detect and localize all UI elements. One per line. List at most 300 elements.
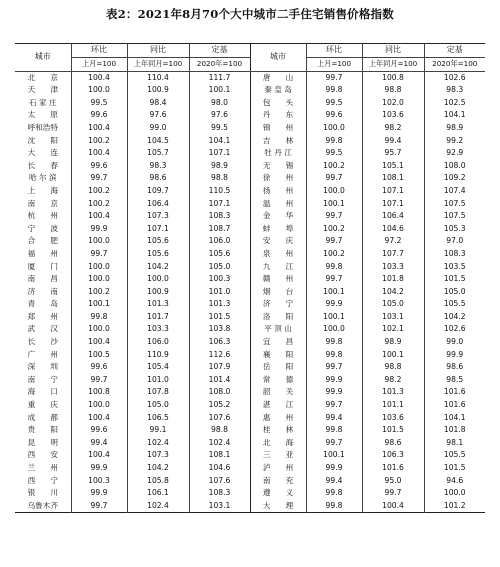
right-city-name: 温 州 bbox=[250, 198, 306, 211]
right-city-name: 蚌 埠 bbox=[250, 223, 306, 236]
left-city-name: 银 川 bbox=[27, 488, 58, 498]
right-city-name: 洛 阳 bbox=[250, 311, 306, 324]
left-city-name: 呼和浩特 bbox=[27, 122, 58, 132]
right-city-name: 北 海 bbox=[250, 437, 306, 450]
left-mom-value: 99.9 bbox=[71, 462, 127, 475]
yoy-header-left: 同比 bbox=[127, 44, 189, 58]
right-yoy-value: 98.2 bbox=[362, 374, 424, 387]
left-fixed-value: 100.1 bbox=[189, 84, 250, 97]
left-fixed-value: 107.1 bbox=[189, 147, 250, 160]
right-fixed-value: 105.5 bbox=[424, 298, 485, 311]
right-mom-value: 99.5 bbox=[306, 147, 362, 160]
table-title: 表2：2021年8月70个大中城市二手住宅销售价格指数 bbox=[106, 7, 394, 21]
right-city-name: 锦 州 bbox=[250, 122, 306, 135]
right-city-name: 岳 阳 bbox=[250, 361, 306, 374]
right-mom-value: 99.7 bbox=[306, 273, 362, 286]
left-yoy-value: 99.1 bbox=[127, 424, 189, 437]
left-yoy-value: 98.6 bbox=[127, 172, 189, 185]
right-city-name: 九 江 bbox=[250, 261, 306, 274]
right-city-name: 秦 皇 岛 bbox=[250, 84, 306, 97]
left-yoy-value: 104.5 bbox=[127, 135, 189, 148]
right-fixed-value: 99.0 bbox=[424, 336, 485, 349]
right-yoy-value: 107.1 bbox=[362, 185, 424, 198]
left-fixed-value: 110.5 bbox=[189, 185, 250, 198]
right-fixed-value: 102.6 bbox=[424, 71, 485, 84]
right-city-name: 桂 林 bbox=[250, 424, 306, 437]
right-yoy-value: 107.7 bbox=[362, 248, 424, 261]
table-row bbox=[15, 210, 485, 223]
mom-header-right: 环比 bbox=[306, 44, 362, 58]
right-fixed-value: 98.6 bbox=[424, 361, 485, 374]
left-yoy-value: 100.9 bbox=[127, 84, 189, 97]
right-city-name: 金 华 bbox=[250, 210, 306, 223]
left-mom-value: 99.7 bbox=[71, 374, 127, 387]
left-mom-value: 100.3 bbox=[71, 475, 127, 488]
left-yoy-value: 107.3 bbox=[127, 210, 189, 223]
right-fixed-value: 98.3 bbox=[424, 84, 485, 97]
right-city-name: 襄 阳 bbox=[250, 349, 306, 362]
right-fixed-value: 104.2 bbox=[424, 311, 485, 324]
left-mom-value: 100.2 bbox=[71, 185, 127, 198]
left-fixed-value: 98.0 bbox=[189, 97, 250, 110]
right-yoy-value: 97.2 bbox=[362, 235, 424, 248]
right-fixed-value: 103.5 bbox=[424, 261, 485, 274]
right-mom-value: 100.1 bbox=[306, 286, 362, 299]
right-mom-value: 100.0 bbox=[306, 323, 362, 336]
right-fixed-value: 101.6 bbox=[424, 399, 485, 412]
right-yoy-value: 98.8 bbox=[362, 361, 424, 374]
right-fixed-value: 102.5 bbox=[424, 97, 485, 110]
right-yoy-value: 99.7 bbox=[362, 487, 424, 500]
right-mom-value: 99.8 bbox=[306, 349, 362, 362]
right-city-name: 常 德 bbox=[250, 374, 306, 387]
right-yoy-value: 101.8 bbox=[362, 273, 424, 286]
right-city-name: 扬 州 bbox=[250, 185, 306, 198]
left-city-name: 广 州 bbox=[27, 349, 58, 359]
left-yoy-value: 98.4 bbox=[127, 97, 189, 110]
left-mom-value: 100.1 bbox=[71, 298, 127, 311]
left-city-name: 南 京 bbox=[27, 198, 58, 208]
left-yoy-value: 105.7 bbox=[127, 147, 189, 160]
table-row bbox=[15, 424, 485, 437]
right-fixed-value: 101.5 bbox=[424, 273, 485, 286]
fixed-header-left: 定基 bbox=[189, 44, 250, 58]
left-fixed-value: 100.3 bbox=[189, 273, 250, 286]
left-city-name: 深 圳 bbox=[27, 362, 58, 372]
left-yoy-value: 102.4 bbox=[127, 437, 189, 450]
table-row bbox=[15, 336, 485, 349]
left-yoy-value: 104.2 bbox=[127, 462, 189, 475]
right-city-name: 唐 山 bbox=[250, 71, 306, 84]
left-fixed-value: 105.2 bbox=[189, 399, 250, 412]
right-mom-value: 99.8 bbox=[306, 487, 362, 500]
left-city-name: 厦 门 bbox=[27, 261, 58, 271]
left-fixed-value: 108.0 bbox=[189, 386, 250, 399]
right-city-name: 泸 州 bbox=[250, 462, 306, 475]
right-yoy-value: 105.1 bbox=[362, 160, 424, 173]
left-mom-value: 99.9 bbox=[71, 487, 127, 500]
right-city-name: 吉 林 bbox=[250, 135, 306, 148]
right-yoy-value: 95.0 bbox=[362, 475, 424, 488]
right-city-name: 泉 州 bbox=[250, 248, 306, 261]
right-mom-value: 99.8 bbox=[306, 336, 362, 349]
right-yoy-value: 98.2 bbox=[362, 122, 424, 135]
right-city-name: 平 顶 山 bbox=[250, 323, 306, 336]
left-mom-value: 100.8 bbox=[71, 386, 127, 399]
left-city-name: 乌鲁木齐 bbox=[27, 500, 58, 510]
left-fixed-value: 101.0 bbox=[189, 286, 250, 299]
right-city-name: 烟 台 bbox=[250, 286, 306, 299]
left-city-name: 上 海 bbox=[27, 185, 58, 195]
table-row bbox=[15, 122, 485, 135]
left-yoy-value: 105.6 bbox=[127, 248, 189, 261]
right-city-name: 丹 东 bbox=[250, 109, 306, 122]
right-yoy-value: 99.4 bbox=[362, 135, 424, 148]
left-yoy-value: 101.7 bbox=[127, 311, 189, 324]
right-city-name: 湛 江 bbox=[250, 399, 306, 412]
right-mom-value: 99.4 bbox=[306, 475, 362, 488]
left-yoy-value: 110.4 bbox=[127, 71, 189, 84]
left-yoy-value: 109.7 bbox=[127, 185, 189, 198]
right-fixed-value: 99.2 bbox=[424, 135, 485, 148]
right-yoy-value: 101.1 bbox=[362, 399, 424, 412]
yoy-base-left: 上年同月=100 bbox=[127, 58, 189, 72]
right-yoy-value: 107.1 bbox=[362, 198, 424, 211]
right-fixed-value: 108.0 bbox=[424, 160, 485, 173]
right-mom-value: 99.7 bbox=[306, 210, 362, 223]
left-mom-value: 100.4 bbox=[71, 147, 127, 160]
left-fixed-value: 98.8 bbox=[189, 172, 250, 185]
left-mom-value: 99.7 bbox=[71, 500, 127, 513]
right-fixed-value: 100.0 bbox=[424, 487, 485, 500]
right-city-name: 南 充 bbox=[250, 475, 306, 488]
left-fixed-value: 101.5 bbox=[189, 311, 250, 324]
left-mom-value: 99.9 bbox=[71, 223, 127, 236]
left-yoy-value: 107.3 bbox=[127, 449, 189, 462]
left-yoy-value: 101.0 bbox=[127, 374, 189, 387]
right-fixed-value: 105.5 bbox=[424, 449, 485, 462]
left-yoy-value: 101.3 bbox=[127, 298, 189, 311]
left-city-name: 济 南 bbox=[27, 286, 58, 296]
left-fixed-value: 107.6 bbox=[189, 412, 250, 425]
right-city-name: 三 亚 bbox=[250, 449, 306, 462]
right-yoy-value: 98.8 bbox=[362, 84, 424, 97]
right-mom-value: 99.7 bbox=[306, 71, 362, 84]
fixed-header-right: 定基 bbox=[424, 44, 485, 58]
left-fixed-value: 111.7 bbox=[189, 71, 250, 84]
right-mom-value: 100.2 bbox=[306, 248, 362, 261]
right-mom-value: 99.8 bbox=[306, 500, 362, 513]
left-city-name: 长 沙 bbox=[27, 337, 58, 347]
right-mom-value: 100.2 bbox=[306, 160, 362, 173]
table-row bbox=[15, 261, 485, 274]
right-yoy-value: 108.1 bbox=[362, 172, 424, 185]
left-yoy-value: 107.1 bbox=[127, 223, 189, 236]
table-row bbox=[15, 135, 485, 148]
left-mom-value: 100.4 bbox=[71, 122, 127, 135]
left-city-name: 成 都 bbox=[27, 412, 58, 422]
right-yoy-value: 104.2 bbox=[362, 286, 424, 299]
right-fixed-value: 107.5 bbox=[424, 210, 485, 223]
left-yoy-value: 97.6 bbox=[127, 109, 189, 122]
left-yoy-value: 102.4 bbox=[127, 500, 189, 513]
right-mom-value: 100.0 bbox=[306, 185, 362, 198]
left-mom-value: 99.6 bbox=[71, 424, 127, 437]
table-row bbox=[15, 386, 485, 399]
yoy-header-right: 同比 bbox=[362, 44, 424, 58]
right-mom-value: 99.5 bbox=[306, 97, 362, 110]
right-city-name: 韶 关 bbox=[250, 386, 306, 399]
table-row bbox=[15, 109, 485, 122]
table-row bbox=[15, 374, 485, 387]
left-city-name: 沈 阳 bbox=[27, 135, 58, 145]
right-fixed-value: 101.2 bbox=[424, 500, 485, 513]
left-fixed-value: 105.6 bbox=[189, 248, 250, 261]
mom-base-left: 上月=100 bbox=[71, 58, 127, 72]
right-mom-value: 99.8 bbox=[306, 135, 362, 148]
table-row bbox=[15, 223, 485, 236]
left-yoy-value: 105.4 bbox=[127, 361, 189, 374]
table-header bbox=[15, 44, 485, 72]
right-yoy-value: 104.6 bbox=[362, 223, 424, 236]
right-yoy-value: 106.3 bbox=[362, 449, 424, 462]
left-fixed-value: 103.8 bbox=[189, 323, 250, 336]
right-fixed-value: 108.3 bbox=[424, 248, 485, 261]
left-city-name: 武 汉 bbox=[27, 324, 58, 334]
right-fixed-value: 105.0 bbox=[424, 286, 485, 299]
right-city-name: 济 宁 bbox=[250, 298, 306, 311]
left-fixed-value: 104.1 bbox=[189, 135, 250, 148]
right-mom-value: 99.7 bbox=[306, 361, 362, 374]
right-city-name: 包 头 bbox=[250, 97, 306, 110]
left-fixed-value: 108.1 bbox=[189, 449, 250, 462]
left-city-name: 青 岛 bbox=[27, 299, 58, 309]
left-mom-value: 100.0 bbox=[71, 235, 127, 248]
mom-header-left: 环比 bbox=[71, 44, 127, 58]
right-fixed-value: 105.3 bbox=[424, 223, 485, 236]
right-fixed-value: 102.6 bbox=[424, 323, 485, 336]
right-mom-value: 99.4 bbox=[306, 412, 362, 425]
left-city-name: 郑 州 bbox=[27, 311, 58, 321]
table-row bbox=[15, 311, 485, 324]
right-mom-value: 99.9 bbox=[306, 386, 362, 399]
table-row bbox=[15, 349, 485, 362]
left-fixed-value: 101.4 bbox=[189, 374, 250, 387]
left-mom-value: 100.0 bbox=[71, 399, 127, 412]
table-row bbox=[15, 198, 485, 211]
right-fixed-value: 101.8 bbox=[424, 424, 485, 437]
right-mom-value: 99.7 bbox=[306, 235, 362, 248]
right-mom-value: 99.9 bbox=[306, 298, 362, 311]
left-city-name: 西 安 bbox=[27, 450, 58, 460]
right-mom-value: 99.7 bbox=[306, 399, 362, 412]
left-yoy-value: 106.1 bbox=[127, 487, 189, 500]
left-yoy-value: 103.3 bbox=[127, 323, 189, 336]
left-city-name: 长 春 bbox=[27, 160, 58, 170]
right-yoy-value: 106.4 bbox=[362, 210, 424, 223]
left-city-name: 宁 波 bbox=[27, 223, 58, 233]
left-fixed-value: 107.6 bbox=[189, 475, 250, 488]
right-city-name: 牡 丹 江 bbox=[250, 147, 306, 160]
table-row bbox=[15, 147, 485, 160]
table-row bbox=[15, 71, 485, 84]
right-mom-value: 99.8 bbox=[306, 424, 362, 437]
right-city-name: 惠 州 bbox=[250, 412, 306, 425]
left-yoy-value: 100.0 bbox=[127, 273, 189, 286]
right-fixed-value: 109.2 bbox=[424, 172, 485, 185]
right-mom-value: 99.9 bbox=[306, 374, 362, 387]
left-city-name: 西 宁 bbox=[27, 475, 58, 485]
left-fixed-value: 104.6 bbox=[189, 462, 250, 475]
right-mom-value: 100.2 bbox=[306, 223, 362, 236]
left-mom-value: 100.4 bbox=[71, 412, 127, 425]
left-mom-value: 99.6 bbox=[71, 361, 127, 374]
right-fixed-value: 101.6 bbox=[424, 386, 485, 399]
left-fixed-value: 112.6 bbox=[189, 349, 250, 362]
right-fixed-value: 107.4 bbox=[424, 185, 485, 198]
left-city-name: 哈 尔 滨 bbox=[28, 173, 57, 183]
right-mom-value: 99.8 bbox=[306, 84, 362, 97]
left-city-name: 太 原 bbox=[27, 110, 58, 120]
left-yoy-value: 105.8 bbox=[127, 475, 189, 488]
right-mom-value: 99.7 bbox=[306, 437, 362, 450]
table-body bbox=[15, 71, 485, 513]
left-yoy-value: 105.0 bbox=[127, 399, 189, 412]
right-yoy-value: 103.6 bbox=[362, 109, 424, 122]
left-city-name: 大 连 bbox=[27, 148, 58, 158]
right-yoy-value: 102.1 bbox=[362, 323, 424, 336]
left-mom-value: 100.5 bbox=[71, 349, 127, 362]
left-mom-value: 99.7 bbox=[71, 248, 127, 261]
left-yoy-value: 105.6 bbox=[127, 235, 189, 248]
left-city-name: 杭 州 bbox=[27, 211, 58, 221]
left-mom-value: 99.7 bbox=[71, 172, 127, 185]
left-mom-value: 100.4 bbox=[71, 71, 127, 84]
left-mom-value: 100.2 bbox=[71, 135, 127, 148]
right-city-name: 安 庆 bbox=[250, 235, 306, 248]
right-city-name: 无 锡 bbox=[250, 160, 306, 173]
left-city-name: 南 宁 bbox=[27, 374, 58, 384]
table-row bbox=[15, 437, 485, 450]
table-row bbox=[15, 475, 485, 488]
right-yoy-value: 102.0 bbox=[362, 97, 424, 110]
right-mom-value: 100.1 bbox=[306, 449, 362, 462]
table-row bbox=[15, 160, 485, 173]
right-mom-value: 100.1 bbox=[306, 311, 362, 324]
left-mom-value: 100.4 bbox=[71, 449, 127, 462]
right-fixed-value: 104.1 bbox=[424, 412, 485, 425]
left-yoy-value: 110.9 bbox=[127, 349, 189, 362]
left-fixed-value: 98.8 bbox=[189, 424, 250, 437]
left-mom-value: 99.6 bbox=[71, 160, 127, 173]
left-mom-value: 100.2 bbox=[71, 198, 127, 211]
table-row bbox=[15, 273, 485, 286]
left-yoy-value: 99.0 bbox=[127, 122, 189, 135]
left-city-name: 贵 阳 bbox=[27, 425, 58, 435]
right-fixed-value: 92.9 bbox=[424, 147, 485, 160]
left-mom-value: 100.0 bbox=[71, 323, 127, 336]
table-row bbox=[15, 84, 485, 97]
right-mom-value: 99.9 bbox=[306, 462, 362, 475]
left-fixed-value: 108.3 bbox=[189, 210, 250, 223]
fixed-base-right: 2020年=100 bbox=[424, 58, 485, 72]
yoy-base-right: 上年同月=100 bbox=[362, 58, 424, 72]
right-yoy-value: 98.6 bbox=[362, 437, 424, 450]
left-fixed-value: 97.6 bbox=[189, 109, 250, 122]
left-fixed-value: 99.5 bbox=[189, 122, 250, 135]
left-yoy-value: 104.2 bbox=[127, 261, 189, 274]
table-row bbox=[15, 172, 485, 185]
left-yoy-value: 98.3 bbox=[127, 160, 189, 173]
right-fixed-value: 98.1 bbox=[424, 437, 485, 450]
left-yoy-value: 106.5 bbox=[127, 412, 189, 425]
table-row bbox=[15, 235, 485, 248]
right-mom-value: 99.7 bbox=[306, 172, 362, 185]
left-fixed-value: 102.4 bbox=[189, 437, 250, 450]
left-fixed-value: 106.3 bbox=[189, 336, 250, 349]
table-row bbox=[15, 185, 485, 198]
table-row bbox=[15, 298, 485, 311]
right-city-name: 赣 州 bbox=[250, 273, 306, 286]
left-mom-value: 100.4 bbox=[71, 336, 127, 349]
right-fixed-value: 107.5 bbox=[424, 198, 485, 211]
right-yoy-value: 101.5 bbox=[362, 424, 424, 437]
left-fixed-value: 105.0 bbox=[189, 261, 250, 274]
table-row bbox=[15, 487, 485, 500]
right-yoy-value: 95.7 bbox=[362, 147, 424, 160]
right-fixed-value: 98.5 bbox=[424, 374, 485, 387]
left-mom-value: 99.6 bbox=[71, 109, 127, 122]
right-mom-value: 100.1 bbox=[306, 198, 362, 211]
left-fixed-value: 101.3 bbox=[189, 298, 250, 311]
fixed-base-left: 2020年=100 bbox=[189, 58, 250, 72]
table-row bbox=[15, 449, 485, 462]
left-city-name: 北 京 bbox=[27, 72, 58, 82]
left-mom-value: 99.4 bbox=[71, 437, 127, 450]
mom-base-right: 上月=100 bbox=[306, 58, 362, 72]
left-fixed-value: 98.9 bbox=[189, 160, 250, 173]
right-fixed-value: 101.5 bbox=[424, 462, 485, 475]
left-city-name: 福 州 bbox=[27, 248, 58, 258]
left-city-name: 南 昌 bbox=[27, 274, 58, 284]
right-yoy-value: 103.3 bbox=[362, 261, 424, 274]
left-fixed-value: 107.1 bbox=[189, 198, 250, 211]
left-mom-value: 100.2 bbox=[71, 286, 127, 299]
right-fixed-value: 98.9 bbox=[424, 122, 485, 135]
left-city-name: 合 肥 bbox=[27, 236, 58, 246]
left-mom-value: 100.0 bbox=[71, 273, 127, 286]
left-fixed-value: 107.9 bbox=[189, 361, 250, 374]
left-city-name: 石 家 庄 bbox=[28, 97, 57, 107]
table-row bbox=[15, 286, 485, 299]
right-city-name: 大 理 bbox=[250, 500, 306, 513]
right-fixed-value: 99.9 bbox=[424, 349, 485, 362]
left-mom-value: 100.0 bbox=[71, 261, 127, 274]
left-city-name: 重 庆 bbox=[27, 400, 58, 410]
right-yoy-value: 101.6 bbox=[362, 462, 424, 475]
left-yoy-value: 106.0 bbox=[127, 336, 189, 349]
right-mom-value: 100.0 bbox=[306, 122, 362, 135]
right-yoy-value: 100.1 bbox=[362, 349, 424, 362]
left-yoy-value: 100.9 bbox=[127, 286, 189, 299]
left-city-name: 天 津 bbox=[27, 85, 58, 95]
left-mom-value: 100.0 bbox=[71, 84, 127, 97]
right-mom-value: 99.8 bbox=[306, 261, 362, 274]
left-city-name: 海 口 bbox=[27, 387, 58, 397]
right-city-name: 宜 昌 bbox=[250, 336, 306, 349]
left-mom-value: 100.4 bbox=[71, 210, 127, 223]
table-row bbox=[15, 323, 485, 336]
